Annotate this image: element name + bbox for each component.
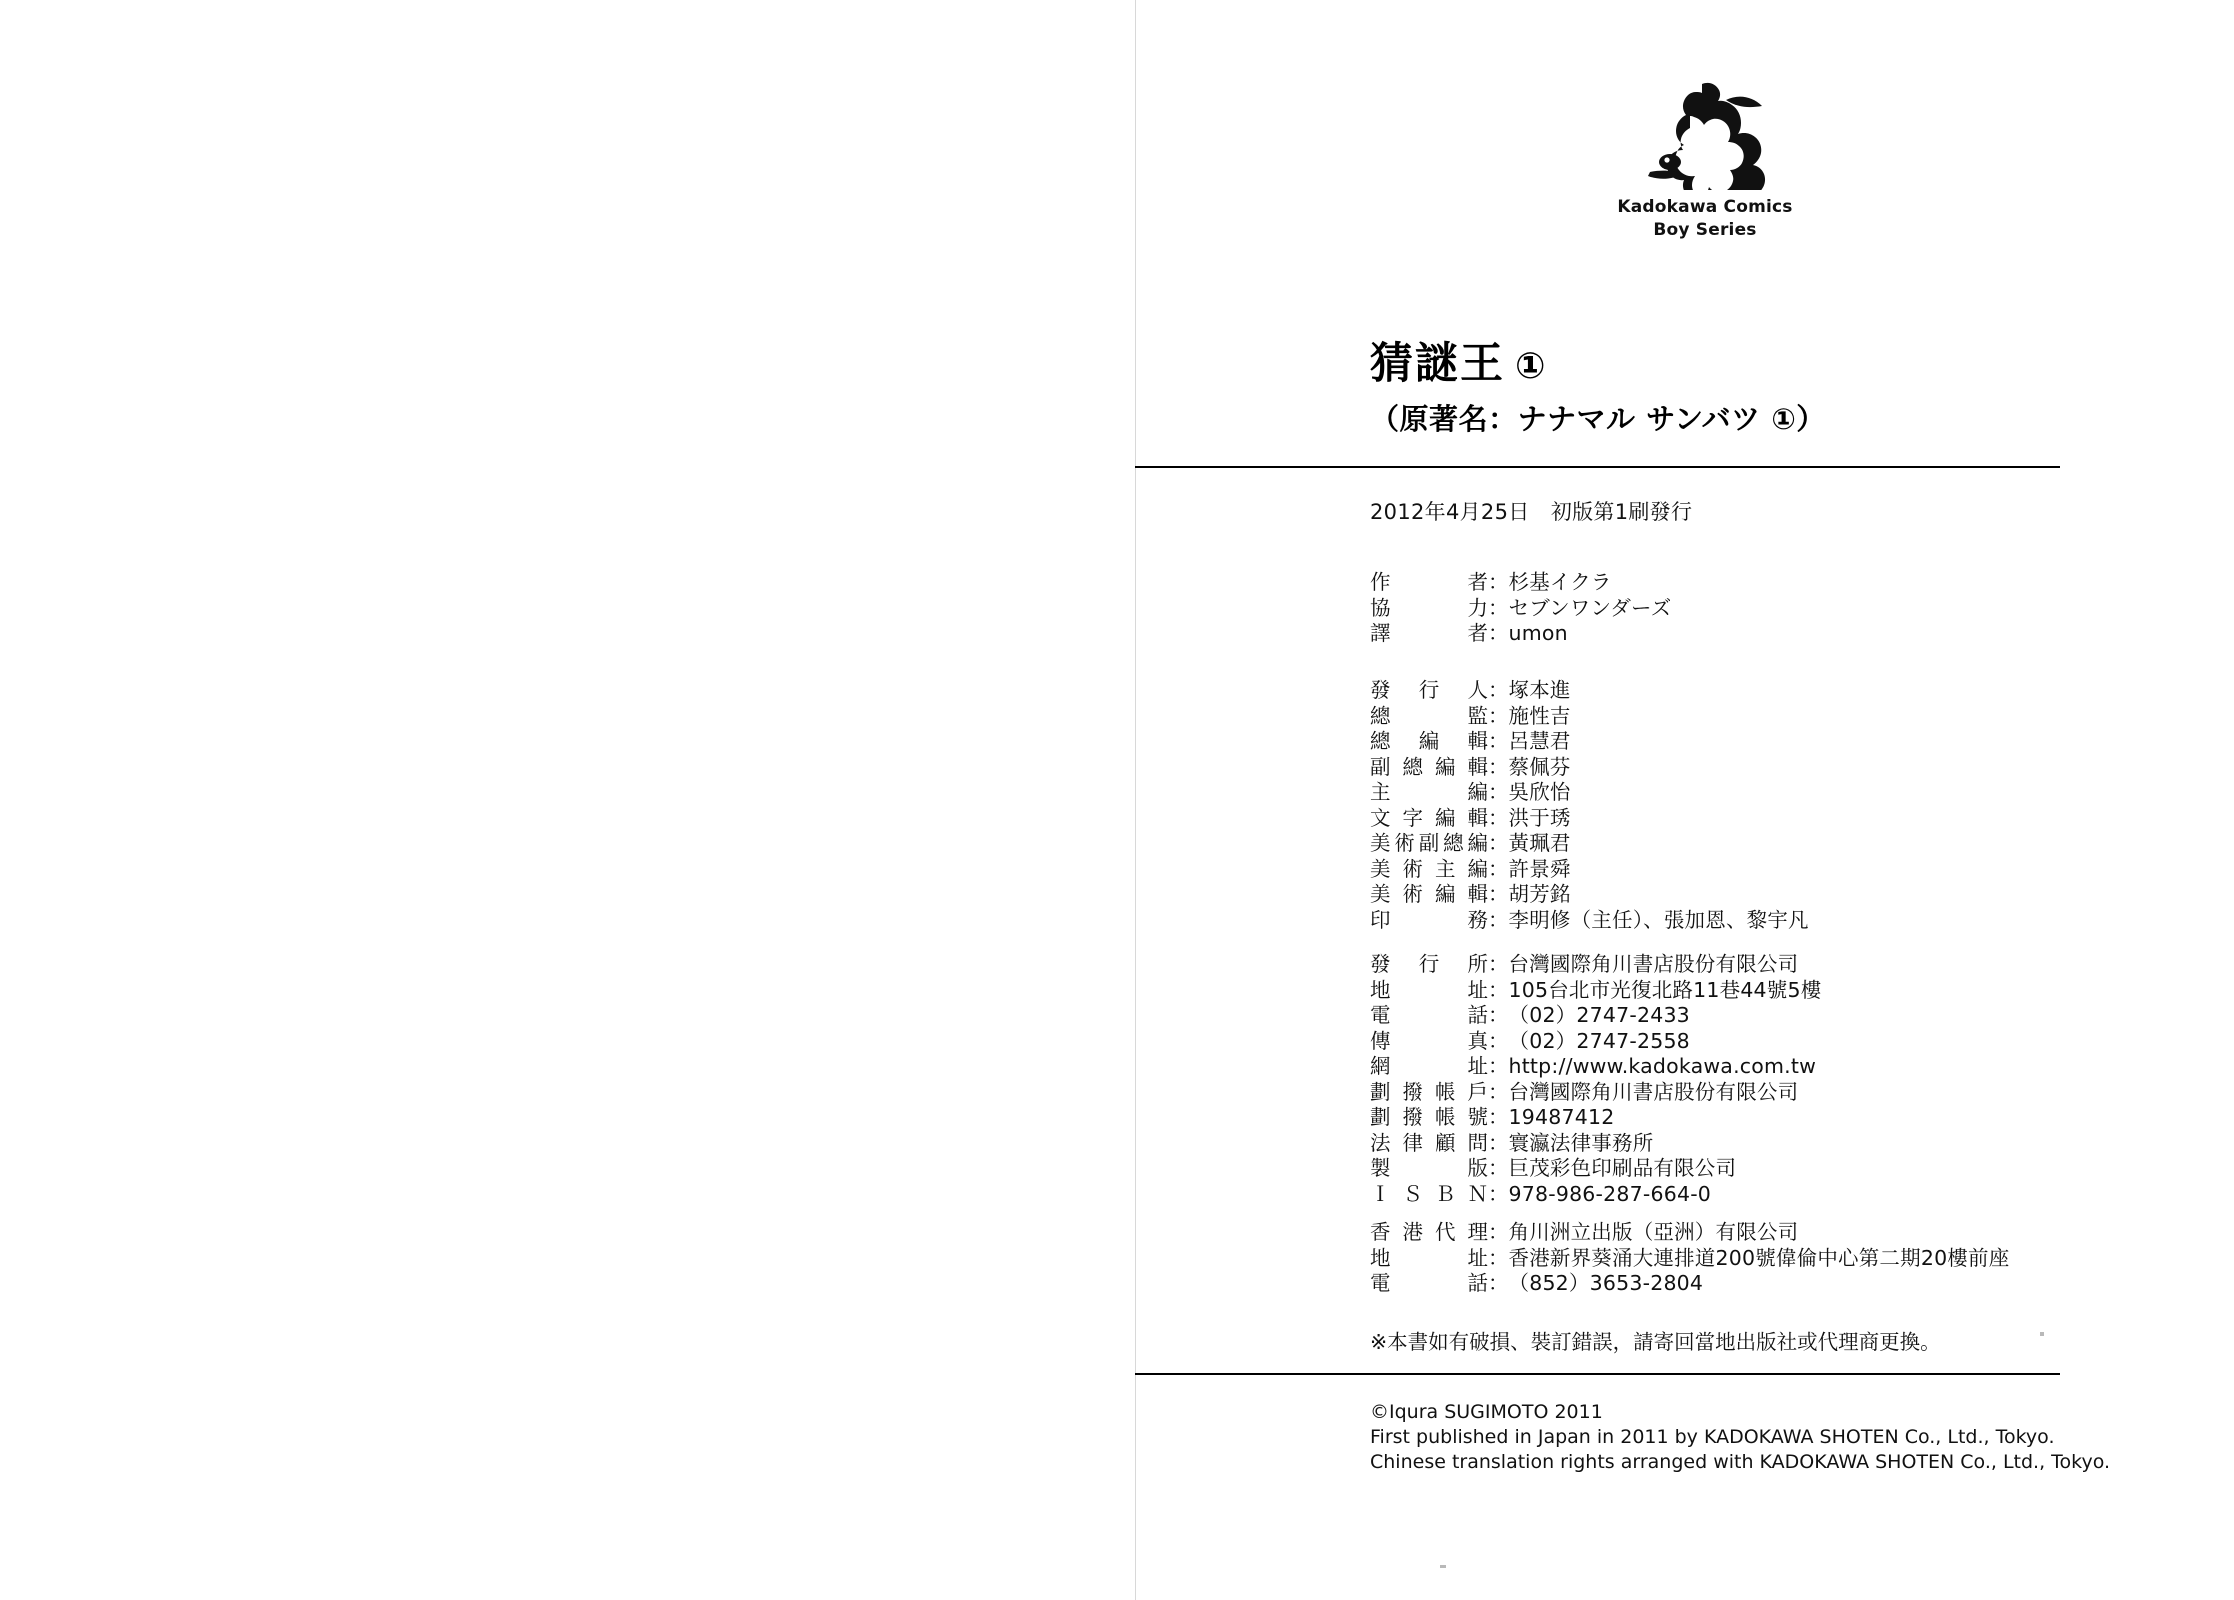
company-row <box>1370 1156 1821 1182</box>
staff-key: 印 務 <box>1370 907 1488 932</box>
staff-row <box>1370 704 1809 730</box>
credit-row <box>1370 621 1671 647</box>
company-value: 105台北市光復北路11巷44號5樓 <box>1508 977 1822 1002</box>
credit-separator: ： <box>1488 570 1509 594</box>
isbn-key: Ｉ Ｓ Ｂ Ｎ <box>1370 1181 1488 1206</box>
staff-value: 吳欣怡 <box>1508 780 1571 804</box>
translation-rights-line: Chinese translation rights arranged with KADOKAWA SHOTEN Co., Ltd., Tokyo. <box>1370 1451 2111 1473</box>
staff-separator: ： <box>1488 805 1509 830</box>
staff-key: 美術主編 <box>1370 856 1488 881</box>
hongkong-value: 角川洲立出版（亞洲）有限公司 <box>1508 1220 1799 1244</box>
staff-row <box>1370 729 1809 755</box>
isbn-separator: ： <box>1488 1181 1509 1206</box>
staff-value: 黃珮君 <box>1508 831 1571 855</box>
company-value: （02）2747-2433 <box>1508 1003 1690 1027</box>
hongkong-value: （852）3653-2804 <box>1508 1271 1704 1295</box>
company-value: 19487412 <box>1508 1105 1615 1129</box>
credit-value: umon <box>1508 621 1568 645</box>
staff-separator: ： <box>1488 729 1509 753</box>
company-separator: ： <box>1488 1054 1509 1078</box>
staff-separator: ： <box>1488 831 1509 855</box>
company-value: 台灣國際角川書店股份有限公司 <box>1508 1079 1799 1104</box>
company-key: 製 版 <box>1370 1156 1488 1180</box>
hongkong-row <box>1370 1271 2009 1297</box>
staff-key: 發 行 人 <box>1370 678 1488 702</box>
isbn-value: 978-986-287-664-0 <box>1508 1181 1712 1206</box>
credit-value: 杉基イクラ <box>1508 570 1612 594</box>
company-row <box>1370 952 1821 978</box>
website-url[interactable]: http://www.kadokawa.com.tw <box>1508 1054 1817 1078</box>
company-separator: ： <box>1488 1105 1509 1129</box>
company-block <box>1370 952 1821 1207</box>
company-value: 寰瀛法律事務所 <box>1508 1130 1654 1155</box>
credit-key: 協 力 <box>1370 595 1488 620</box>
staff-row <box>1370 882 1809 908</box>
company-row <box>1370 1003 1821 1029</box>
isbn-row <box>1370 1182 1821 1208</box>
staff-key: 美術編輯 <box>1370 882 1488 906</box>
company-separator: ： <box>1488 1079 1509 1104</box>
staff-row <box>1370 908 1809 934</box>
staff-row <box>1370 678 1809 704</box>
company-key: 法律顧問 <box>1370 1130 1488 1155</box>
staff-row <box>1370 755 1809 781</box>
company-separator: ： <box>1488 952 1509 976</box>
volume-number: ① <box>1515 346 1548 387</box>
staff-value: 李明修（主任）、張加恩、黎宇凡 <box>1508 907 1809 932</box>
staff-separator: ： <box>1488 780 1509 804</box>
company-key: 電 話 <box>1370 1003 1488 1027</box>
credit-separator: ： <box>1488 595 1509 620</box>
staff-row <box>1370 857 1809 883</box>
staff-row <box>1370 831 1809 857</box>
hongkong-key: 地 址 <box>1370 1245 1488 1270</box>
copyright-line: ©Iqura SUGIMOTO 2011 <box>1370 1401 1603 1423</box>
staff-key: 總 監 <box>1370 703 1488 728</box>
credit-key: 譯 者 <box>1370 621 1488 645</box>
staff-value: 施性吉 <box>1508 703 1571 728</box>
hongkong-row <box>1370 1220 2009 1246</box>
scan-speck <box>1440 1565 1446 1568</box>
credit-key: 作 者 <box>1370 570 1488 594</box>
staff-key: 文字編輯 <box>1370 805 1488 830</box>
staff-block <box>1370 678 1809 933</box>
hongkong-key: 香港代理 <box>1370 1220 1488 1244</box>
staff-key: 副總編輯 <box>1370 754 1488 779</box>
staff-value: 塚本進 <box>1508 678 1571 702</box>
company-separator: ： <box>1488 977 1509 1002</box>
staff-value: 洪于琇 <box>1508 805 1571 830</box>
company-value: 台灣國際角川書店股份有限公司 <box>1508 952 1799 976</box>
book-original-title: （原著名：ナナマル サンバツ ①） <box>1370 402 1826 437</box>
damage-notice: ※本書如有破損、裝訂錯誤，請寄回當地出版社或代理商更換。 <box>1370 1330 1941 1354</box>
company-row <box>1370 1080 1821 1106</box>
book-title <box>1370 340 2200 389</box>
hongkong-separator: ： <box>1488 1245 1509 1270</box>
staff-value: 呂慧君 <box>1508 729 1571 753</box>
staff-row <box>1370 780 1809 806</box>
company-key: 傳 真 <box>1370 1028 1488 1053</box>
staff-separator: ： <box>1488 754 1509 779</box>
divider-bottom <box>1135 1373 2060 1375</box>
logo-line-2: Boy Series <box>1653 219 1757 240</box>
book-title-text: 猜謎王 <box>1370 339 1505 389</box>
staff-value: 許景舜 <box>1508 856 1571 881</box>
company-key: 劃撥帳戶 <box>1370 1079 1488 1104</box>
hongkong-key: 電 話 <box>1370 1271 1488 1295</box>
company-key: 發 行 所 <box>1370 952 1488 976</box>
title-block <box>1370 340 2200 438</box>
company-row <box>1370 1029 1821 1055</box>
company-separator: ： <box>1488 1156 1509 1180</box>
scan-speck <box>2040 1332 2044 1336</box>
logo-line-1: Kadokawa Comics <box>1617 197 1793 217</box>
staff-row <box>1370 806 1809 832</box>
hongkong-separator: ： <box>1488 1271 1509 1295</box>
staff-separator: ： <box>1488 678 1509 702</box>
staff-separator: ： <box>1488 856 1509 881</box>
credit-separator: ： <box>1488 621 1509 645</box>
company-row <box>1370 1105 1821 1131</box>
hongkong-block <box>1370 1220 2009 1297</box>
company-value: 巨茂彩色印刷品有限公司 <box>1508 1156 1737 1180</box>
credit-row <box>1370 596 1671 622</box>
hongkong-row <box>1370 1246 2009 1272</box>
first-published-line: First published in Japan in 2011 by KADOKAWA SHOTEN Co., Ltd., Tokyo. <box>1370 1426 2055 1448</box>
divider-top <box>1135 466 2060 468</box>
staff-key: 總 編 輯 <box>1370 729 1488 753</box>
credit-row <box>1370 570 1671 596</box>
colophon-page <box>1135 0 2234 1600</box>
phoenix-bird-logo-icon <box>1630 80 1780 190</box>
company-separator: ： <box>1488 1130 1509 1155</box>
hongkong-value: 香港新界葵涌大連排道200號偉倫中心第二期20樓前座 <box>1508 1245 2010 1270</box>
staff-separator: ： <box>1488 907 1509 932</box>
company-value: （02）2747-2558 <box>1508 1028 1690 1053</box>
company-key: 網 址 <box>1370 1054 1488 1078</box>
staff-separator: ： <box>1488 882 1509 906</box>
company-separator: ： <box>1488 1028 1509 1053</box>
staff-key: 主 編 <box>1370 780 1488 804</box>
staff-value: 胡芳銘 <box>1508 882 1571 906</box>
company-separator: ： <box>1488 1003 1509 1027</box>
staff-value: 蔡佩芬 <box>1508 754 1571 779</box>
staff-separator: ： <box>1488 703 1509 728</box>
english-colophon <box>1370 1400 2110 1475</box>
company-key: 劃撥帳號 <box>1370 1105 1488 1129</box>
staff-key: 美術副總編 <box>1370 831 1488 855</box>
credits-block <box>1370 570 1671 647</box>
credit-value: セブンワンダーズ <box>1508 595 1672 620</box>
company-row <box>1370 1054 1821 1080</box>
hongkong-separator: ： <box>1488 1220 1509 1244</box>
company-row <box>1370 978 1821 1004</box>
company-row <box>1370 1131 1821 1157</box>
publisher-logo <box>1590 80 1820 242</box>
publication-date: 2012年4月25日 初版第1刷發行 <box>1370 500 1693 524</box>
company-key: 地 址 <box>1370 977 1488 1002</box>
